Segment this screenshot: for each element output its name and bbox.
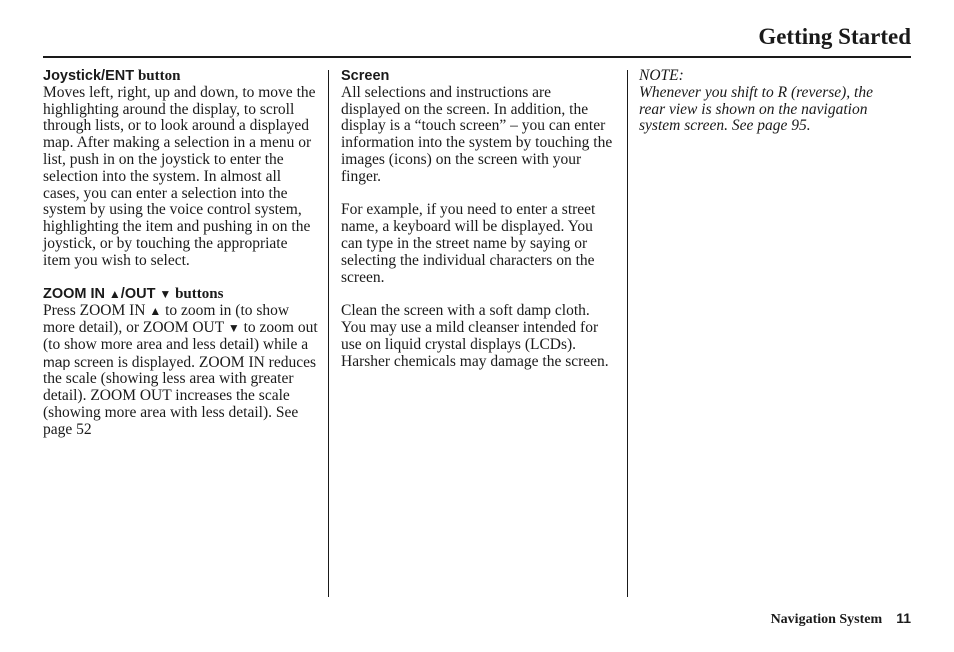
- zoom-body-map: map: [43, 353, 71, 370]
- column-divider: [328, 70, 329, 597]
- column-divider: [627, 70, 628, 597]
- joystick-heading: [43, 68, 318, 85]
- zoom-up-icon: ▲: [108, 287, 121, 302]
- note-body: Whenever you shift to R (reverse), the rear view is shown on the navigation system screen. See page 95.: [639, 83, 873, 135]
- zoom-body-3: to zoom out (to show more area and less detail) while a: [43, 318, 318, 353]
- zoom-heading-out: /OUT: [120, 286, 156, 303]
- zoom-heading-in: ZOOM IN: [43, 286, 106, 303]
- joystick-body: Moves left, right, up and down, to move the highlighting around the display, to scroll through lists, or to look around a displayed map. After making a selection in a menu or list, push in on the joystick to enter the selection into the system. In almost all cases, you can enter a selection into the system by using the voice control system, highlighting the item and pushing in on the joystick, or by touching the appropriate item you wish to select.: [43, 83, 316, 269]
- zoom-out-icon: ▼: [227, 320, 240, 335]
- zoom-in-icon: ▲: [149, 304, 162, 319]
- screen-paragraph-3: Clean the screen with a soft damp cloth. You may use a mild cleanser intended for use on liquid crystal displays (LCDs). Harsher chemicals may damage the screen.: [341, 302, 609, 370]
- zoom-body-1: Press ZOOM IN: [43, 302, 146, 320]
- screen-heading-text: Screen: [341, 68, 390, 84]
- zoom-body-4: screen is displayed. ZOOM IN reduces the scale (showing less area with greater detail). ZOOM OUT increases the scale (showing more area with less detail). See page 52: [43, 353, 317, 438]
- zoom-body: [43, 303, 318, 438]
- zoom-down-icon: ▼: [159, 287, 172, 302]
- screen-paragraph-1: All selections and instructions are displayed on the screen. In addition, the display is a “touch screen” – you can enter information into the system by touching the images (icons) on the screen with your finger.: [341, 83, 613, 185]
- joystick-heading-sans: Joystick/ENT: [43, 68, 135, 84]
- header-rule: [43, 56, 911, 58]
- page-title: Getting Started: [758, 24, 911, 49]
- zoom-heading: [43, 286, 318, 303]
- zoom-body-2: to zoom in (to show more detail), or ZOOM OUT: [43, 302, 290, 336]
- joystick-heading-serif: button: [137, 68, 181, 84]
- page-number: 11: [896, 610, 911, 626]
- column-left: [43, 68, 318, 439]
- page-footer: [771, 610, 911, 628]
- column-right: [639, 68, 901, 135]
- zoom-heading-serif: buttons: [175, 286, 224, 303]
- footer-label: Navigation System: [770, 612, 883, 627]
- note-label: NOTE:: [639, 67, 684, 84]
- screen-paragraph-2: For example, if you need to enter a street name, a keyboard will be displayed. You can type in the street name by saying or selecting the individual characters on the screen.: [341, 201, 596, 286]
- screen-heading: [341, 68, 613, 85]
- column-middle: [341, 68, 613, 370]
